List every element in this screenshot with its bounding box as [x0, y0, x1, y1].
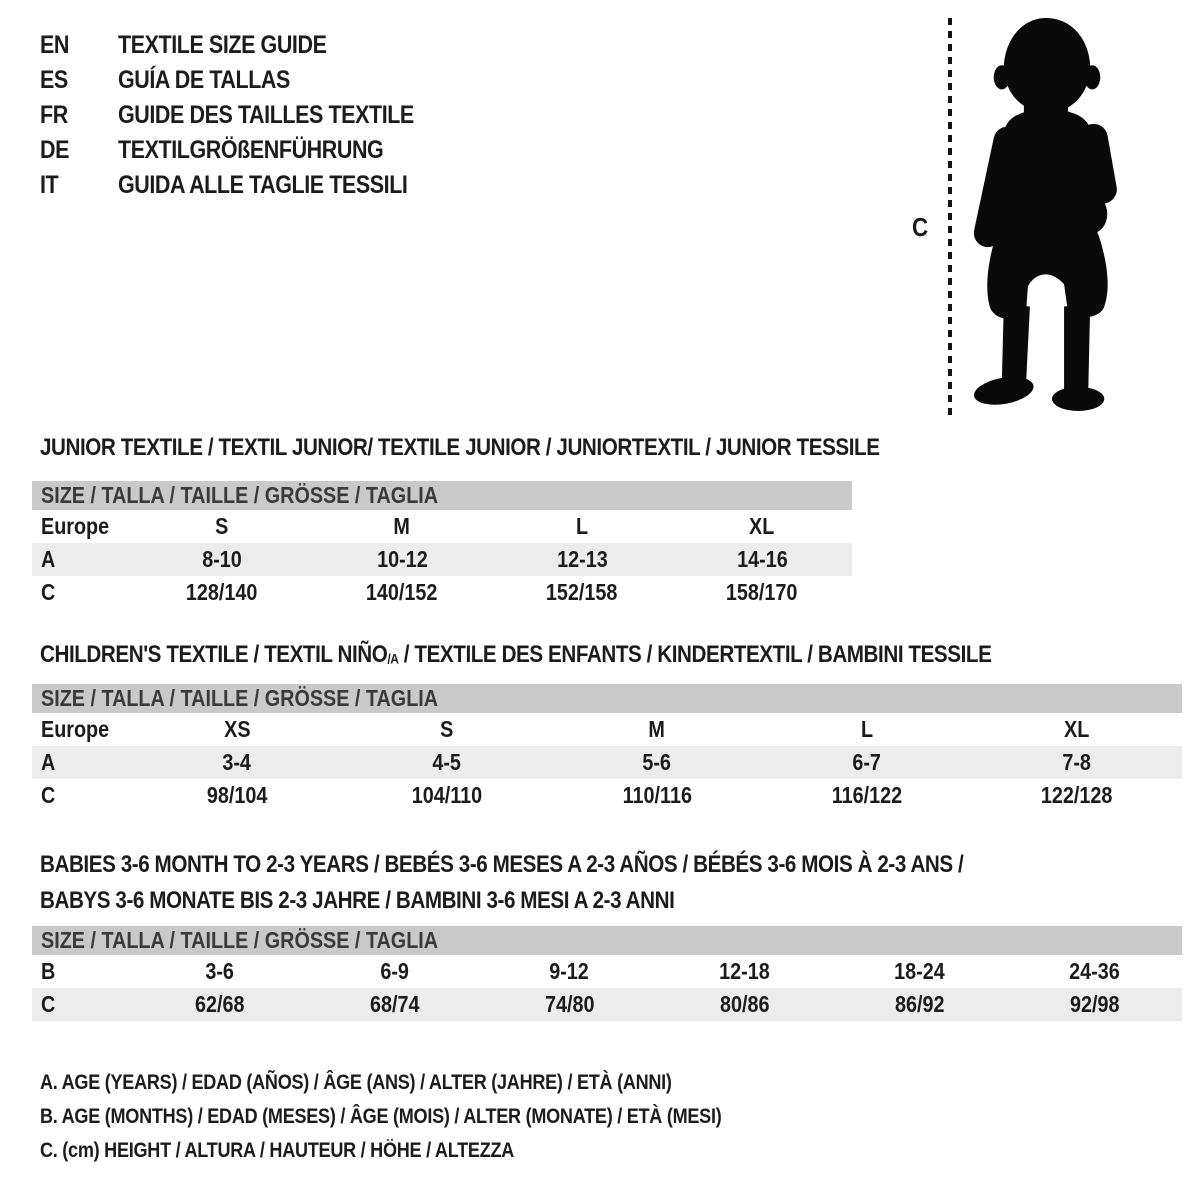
height-measure-label: [912, 212, 931, 243]
junior-size-header-bar: [32, 481, 852, 510]
table-cell: [312, 543, 492, 576]
row-label-text: B: [41, 958, 56, 984]
cell-text: 68/74: [369, 991, 420, 1017]
children-section-title-text: [40, 641, 991, 669]
cell-text: 158/170: [726, 579, 798, 605]
table-row: [32, 510, 852, 543]
language-code: [40, 101, 118, 130]
table-row: [32, 746, 1182, 779]
junior-section-title-text: JUNIOR TEXTILE / TEXTIL JUNIOR/ TEXTILE JUNIOR / JUNIORTEXTIL / JUNIOR TESSILE: [40, 434, 880, 461]
language-code: [40, 31, 118, 60]
table-cell: [132, 988, 307, 1021]
row-label-text: C: [41, 991, 56, 1017]
row-label-text: Europe: [41, 513, 110, 539]
cell-text: 74/80: [544, 991, 595, 1017]
cell-text: 104/110: [411, 782, 483, 808]
cell-text: 18-24: [894, 958, 945, 984]
height-measure-dashed-line: [948, 18, 952, 416]
cell-text: 7-8: [1062, 749, 1092, 775]
language-code-text: IT: [40, 171, 59, 199]
legend-line-a: [40, 1066, 832, 1100]
junior-section-title: [40, 434, 1016, 462]
table-cell: [312, 510, 492, 543]
language-row: [40, 133, 462, 168]
row-label-text: A: [41, 749, 56, 775]
cell-text: L: [575, 513, 589, 539]
table-cell: [132, 543, 312, 576]
table-cell: [342, 713, 552, 746]
cell-text: M: [393, 513, 411, 539]
table-cell: [132, 510, 312, 543]
title-subscript: /A: [387, 650, 399, 667]
cell-text: S: [440, 716, 454, 742]
cell-text: 3-6: [205, 958, 234, 984]
row-label: [32, 779, 132, 812]
cell-text: 62/68: [194, 991, 245, 1017]
babies-title-line1: BABIES 3-6 MONTH TO 2-3 YEARS / BEBÉS 3-6 MESES A 2-3 AÑOS / BÉBÉS 3-6 MOIS À 2-3 ANS /: [40, 851, 964, 878]
cell-text: 122/128: [1041, 782, 1113, 808]
table-cell: [307, 988, 482, 1021]
cell-text: L: [860, 716, 874, 742]
table-cell: [492, 576, 672, 609]
table-cell: [552, 746, 762, 779]
row-label: [32, 510, 132, 543]
row-label: [32, 955, 132, 988]
cell-text: XS: [223, 716, 251, 742]
row-label: [32, 543, 132, 576]
legend-line-c: [40, 1134, 832, 1168]
junior-size-table: [32, 481, 852, 609]
table-cell: [552, 779, 762, 812]
language-code: [40, 136, 118, 165]
language-code: [40, 171, 118, 200]
cell-text: 5-6: [642, 749, 672, 775]
table-cell: [832, 955, 1007, 988]
babies-size-table: [32, 926, 1182, 1021]
legend-line-b: [40, 1100, 832, 1134]
table-cell: [307, 955, 482, 988]
table-cell: [132, 955, 307, 988]
table-cell: [972, 779, 1182, 812]
cell-text: 4-5: [432, 749, 462, 775]
table-cell: [482, 955, 657, 988]
language-row: [40, 98, 462, 133]
cell-text: 152/158: [546, 579, 618, 605]
table-cell: [132, 746, 342, 779]
cell-text: 3-4: [222, 749, 252, 775]
table-cell: [492, 510, 672, 543]
language-row: [40, 168, 462, 203]
table-cell: [552, 713, 762, 746]
measurement-legend: [40, 1066, 832, 1168]
cell-text: XL: [749, 513, 775, 539]
row-label: [32, 576, 132, 609]
language-guide: [40, 28, 462, 203]
table-row: [32, 543, 852, 576]
height-measure-label-text: C: [912, 212, 929, 242]
table-cell: [762, 746, 972, 779]
table-cell: [762, 713, 972, 746]
cell-text: 12-18: [719, 958, 770, 984]
table-cell: [342, 779, 552, 812]
babies-size-header-bar: [32, 926, 1182, 955]
language-row: [40, 63, 462, 98]
table-cell: [972, 746, 1182, 779]
table-row: [32, 713, 1182, 746]
table-cell: [672, 510, 852, 543]
cell-text: 12-13: [556, 546, 608, 572]
babies-section-title: [40, 847, 1114, 919]
language-label: GUIDA ALLE TAGLIE TESSILI: [118, 171, 408, 199]
table-cell: [132, 779, 342, 812]
cell-text: 6-7: [852, 749, 882, 775]
cell-text: XL: [1064, 716, 1090, 742]
table-cell: [1007, 988, 1182, 1021]
language-row: [40, 28, 462, 63]
title-main: CHILDREN'S TEXTILE / TEXTIL NIÑO: [40, 641, 388, 668]
language-label: TEXTILE SIZE GUIDE: [118, 31, 327, 59]
table-cell: [657, 955, 832, 988]
cell-text: 86/92: [894, 991, 945, 1017]
babies-title-line2: BABYS 3-6 MONATE BIS 2-3 JAHRE / BAMBINI 3-6 MESI A 2-3 ANNI: [40, 887, 675, 914]
cell-text: S: [215, 513, 229, 539]
table-cell: [342, 746, 552, 779]
cell-text: 110/116: [622, 782, 692, 808]
table-cell: [832, 988, 1007, 1021]
cell-text: 92/98: [1069, 991, 1120, 1017]
size-header-text: SIZE / TALLA / TAILLE / GRÖSSE / TAGLIA: [41, 927, 439, 953]
cell-text: 9-12: [549, 958, 590, 984]
cell-text: 128/140: [186, 579, 258, 605]
table-row: [32, 779, 1182, 812]
legend-line-b-text: B. AGE (MONTHS) / EDAD (MESES) / ÂGE (MOIS) / ALTER (MONATE) / ETÀ (MESI): [40, 1105, 722, 1128]
cell-text: M: [648, 716, 666, 742]
table-row: [32, 955, 1182, 988]
language-label: GUIDE DES TAILLES TEXTILE: [118, 101, 414, 129]
row-label-text: C: [41, 579, 56, 605]
table-cell: [132, 576, 312, 609]
table-row: [32, 576, 852, 609]
table-cell: [672, 576, 852, 609]
language-code-text: EN: [40, 31, 70, 59]
cell-text: 8-10: [202, 546, 242, 572]
language-label: GUÍA DE TALLAS: [118, 66, 290, 94]
baby-silhouette-icon: [960, 13, 1138, 415]
table-cell: [657, 988, 832, 1021]
row-label: [32, 713, 132, 746]
table-row: [32, 988, 1182, 1021]
row-label-text: C: [41, 782, 56, 808]
row-label: [32, 746, 132, 779]
legend-line-a-text: A. AGE (YEARS) / EDAD (AÑOS) / ÂGE (ANS) / ALTER (JAHRE) / ETÀ (ANNI): [40, 1071, 672, 1094]
table-cell: [1007, 955, 1182, 988]
row-label-text: A: [41, 546, 56, 572]
cell-text: 10-12: [376, 546, 428, 572]
language-label: TEXTILGRÖßENFÜHRUNG: [118, 136, 384, 164]
language-code: [40, 66, 118, 95]
table-cell: [972, 713, 1182, 746]
table-cell: [492, 543, 672, 576]
cell-text: 24-36: [1069, 958, 1120, 984]
cell-text: 6-9: [380, 958, 409, 984]
row-label: [32, 988, 132, 1021]
size-header-text: SIZE / TALLA / TAILLE / GRÖSSE / TAGLIA: [41, 482, 439, 508]
cell-text: 116/122: [831, 782, 903, 808]
children-size-header-bar: [32, 684, 1182, 713]
table-cell: [132, 713, 342, 746]
title-rest: / TEXTILE DES ENFANTS / KINDERTEXTIL / BAMBINI TESSILE: [398, 641, 992, 668]
language-code-text: DE: [40, 136, 70, 164]
size-header-text: SIZE / TALLA / TAILLE / GRÖSSE / TAGLIA: [41, 685, 439, 711]
language-code-text: FR: [40, 101, 68, 129]
cell-text: 14-16: [736, 546, 788, 572]
table-cell: [762, 779, 972, 812]
cell-text: 98/104: [206, 782, 268, 808]
cell-text: 80/86: [719, 991, 770, 1017]
children-section-title: [40, 641, 1146, 669]
row-label-text: Europe: [41, 716, 110, 742]
legend-line-c-text: C. (cm) HEIGHT / ALTURA / HAUTEUR / HÖHE / ALTEZZA: [40, 1139, 515, 1162]
table-cell: [312, 576, 492, 609]
language-code-text: ES: [40, 66, 68, 94]
children-size-table: [32, 684, 1182, 812]
table-cell: [482, 988, 657, 1021]
cell-text: 140/152: [366, 579, 438, 605]
table-cell: [672, 543, 852, 576]
